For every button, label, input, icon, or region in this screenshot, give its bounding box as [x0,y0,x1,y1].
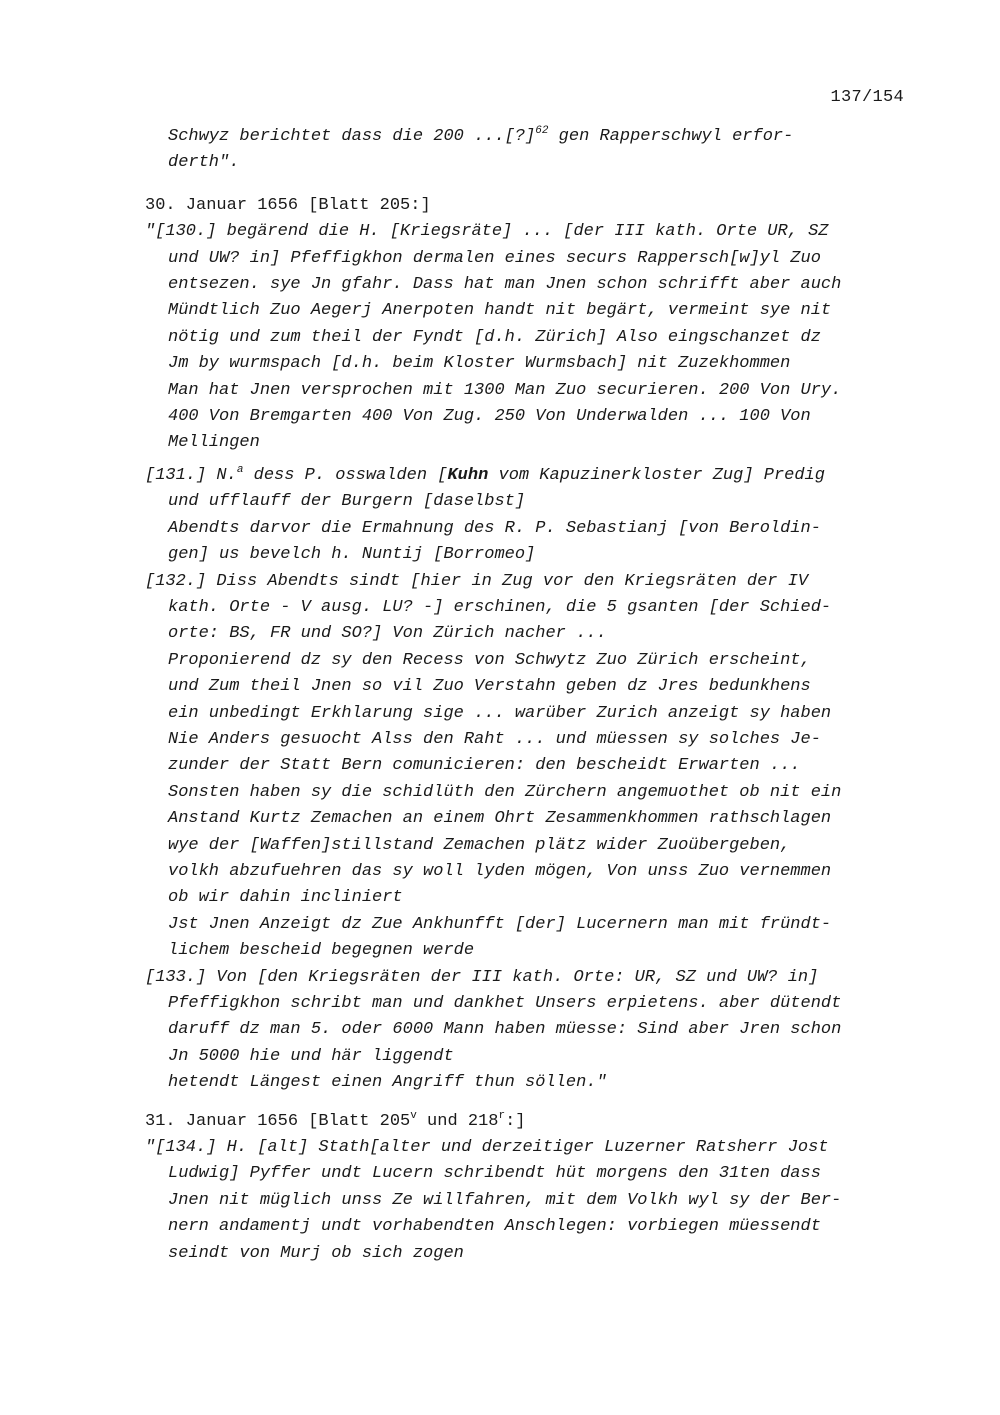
entry-line: [132.] Diss Abendts sindt [hier in Zug vor den Kriegsräten der IV [145,571,809,591]
entry-line: Jm by wurmspach [d.h. beim Kloster Wurmsbach] nit Zuzekhommen [168,354,791,374]
intro-line-1 [145,124,920,150]
entry-131 [145,463,920,569]
entry-134 [145,1135,920,1267]
superscript: r [498,1109,506,1122]
date-text: :] [505,1111,526,1131]
entry-line: Nie Anders gesuocht Alss den Raht ... und müessen sy solches Je- [168,729,821,749]
entry-line: Anstand Kurtz Zemachen an einem Ohrt Zesammenkhommen rathschlagen [168,809,832,829]
entry-line: daruff dz man 5. oder 6000 Mann haben müesse: Sind aber Jren schon [168,1020,842,1040]
entry-line: Mellingen [168,433,260,453]
entry-line: kath. Orte - V ausg. LU? -] erschinen, die 5 gsanten [der Schied- [168,597,832,617]
superscript: a [236,463,244,476]
date-heading-30-jan: 30. Januar 1656 [Blatt 205:] [145,195,431,215]
entry-line: entsezen. sye Jn gfahr. Dass hat man Jnen schon schrifft aber auch [168,275,842,295]
date-text: und 218 [416,1111,499,1131]
entry-line: Jst Jnen Anzeigt dz Zue Ankhunfft [der] Lucernern man mit fründt- [168,914,832,934]
entry-line [145,463,920,489]
entry-line: Proponierend dz sy den Recess von Schwytz Zuo Zürich erscheint, [168,650,811,670]
intro-line-2: derth". [168,153,240,173]
date-text: 31. Januar 1656 [Blatt 205 [145,1111,411,1131]
entry-line: "[130.] begärend die H. [Kriegsräte] ... [der III kath. Orte UR, SZ [145,222,829,242]
entry-line: nötig und zum theil der Fyndt [d.h. Zürich] Also eingschanzet dz [168,327,821,347]
entry-text: dess P. osswalden [ [243,465,448,485]
entry-line: ob wir dahin incliniert [168,888,403,908]
entry-line: [133.] Von [den Kriegsräten der III kath. Orte: UR, SZ und UW? in] [145,967,819,987]
entry-line: und ufflauff der Burgern [daselbst] [168,492,526,512]
entry-line: und Zum theil Jnen so vil Zuo Verstahn geben dz Jres bedunkhens [168,677,811,697]
bold-name: Kuhn [447,465,489,485]
superscript: v [410,1109,417,1122]
entry-line: orte: BS, FR und SO?] Von Zürich nacher ... [168,624,607,644]
entry-line: gen] us bevelch h. Nuntij [Borromeo] [168,545,536,565]
entry-line: volkh abzufuehren das sy woll lyden mögen, Von unss Zuo vernemmen [168,861,832,881]
entry-line: 400 Von Bremgarten 400 Von Zug. 250 Von Underwalden ... 100 Von [168,407,811,427]
entry-line: Mündtlich Zuo Aegerj Anerpoten handt nit begärt, vermeint sye nit [168,301,832,321]
entry-line: "[134.] H. [alt] Stath[alter und derzeitiger Luzerner Ratsherr Jost [145,1138,829,1158]
entry-line: nern andamentj undt vorhabendten Anschlegen: vorbiegen müessendt [168,1217,821,1237]
entry-line: Abendts darvor die Ermahnung des R. P. Sebastianj [von Beroldin- [168,518,821,538]
entry-text: [131.] N. [145,465,237,485]
entry-line: hetendt Längest einen Angriff thun söllen." [168,1073,607,1093]
entry-line: Sonsten haben sy die schidlüth den Zürchern angemuothet ob nit ein [168,782,842,802]
page-number: 137/154 [830,88,904,107]
entry-130 [145,219,920,457]
entry-132 [145,569,920,965]
entry-133 [145,965,920,1097]
entry-line: seindt von Murj ob sich zogen [168,1243,464,1263]
entry-line: ein unbedingt Erkhlarung sige ... warüber Zurich anzeigt sy haben [168,703,832,723]
entry-line: wye der [Waffen]stillstand Zemachen plätz wider Zuoübergeben, [168,835,791,855]
footnote-ref: 62 [535,125,549,137]
date-heading-31-jan [145,1109,920,1135]
entry-line: lichem bescheid begegnen werde [168,941,475,961]
entry-line: Jnen nit müglich unss Ze willfahren, mit dem Volkh wyl sy der Ber- [168,1190,842,1210]
entry-line: Jn 5000 hie und här liggendt [168,1046,454,1066]
intro-text-a: Schwyz berichtet dass die 200 ...[?] [168,127,536,146]
entry-text: vom Kapuzinerkloster Zug] Predig [488,465,825,485]
entry-line: Man hat Jnen versprochen mit 1300 Man Zuo securieren. 200 Von Ury. [168,380,842,400]
intro-text-b: gen Rapperschwyl erfor- [548,127,794,146]
document-body [145,124,920,1267]
entry-line: und UW? in] Pfeffigkhon dermalen eines securs Rappersch[w]yl Zuo [168,248,821,268]
intro-paragraph [145,124,920,177]
entry-line: zunder der Statt Bern comunicieren: den bescheidt Erwarten ... [168,756,801,776]
entry-line: Pfeffigkhon schribt man und dankhet Unsers erpietens. aber dütendt [168,994,842,1013]
entry-line: Ludwig] Pyffer undt Lucern schribendt hüt morgens den 31ten dass [168,1164,821,1184]
